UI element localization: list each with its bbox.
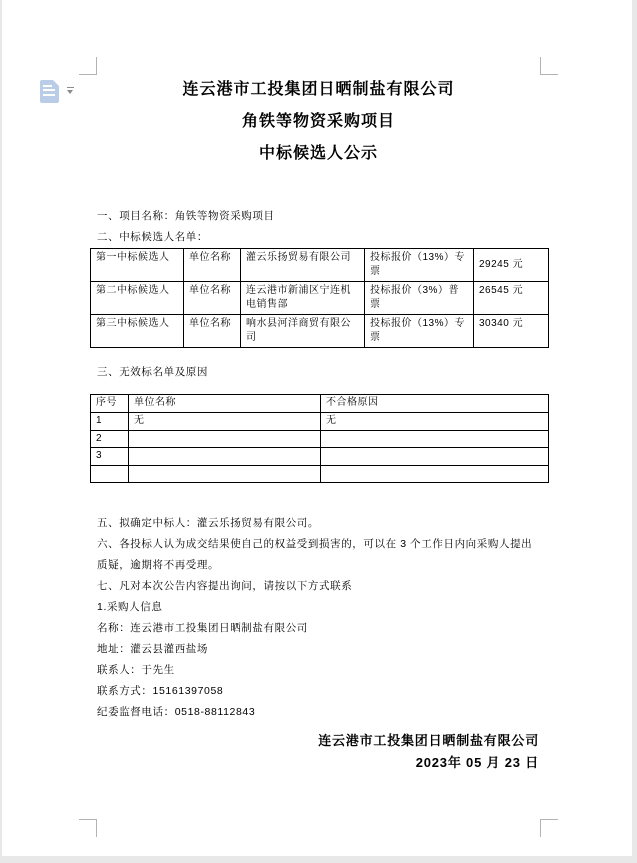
table-row: [91, 282, 549, 315]
company-cell: 灌云乐扬贸易有限公司: [241, 249, 365, 282]
purchaser-phone-line: 联系方式：15161397058: [97, 685, 224, 697]
label-cell: 单位名称: [184, 282, 241, 315]
document-body: [2, 0, 632, 774]
purchaser-info-heading: 1.采购人信息: [97, 601, 163, 613]
purchaser-name-line: 名称：连云港市工投集团日晒制盐有限公司: [97, 622, 308, 634]
candidates-table: [90, 248, 549, 348]
section-candidate-list-label: 二、中标候选人名单：: [97, 231, 208, 243]
quote-cell: 投标报价（13%）专票: [365, 315, 474, 348]
header-cell-company: 单位名称: [129, 395, 321, 413]
table-row: [91, 465, 549, 483]
company-cell: [129, 448, 321, 466]
margin-crop-mark-bottom-right: [540, 819, 558, 837]
section-invalid-bids: 三、无效标名单及原因: [97, 366, 208, 378]
section-objection-notice: 六、各投标人认为成交结果使自己的权益受到损害的，可以在 3 个工作日内向采购人提出质疑，逾期将不再受理。: [97, 538, 533, 571]
index-cell: [91, 465, 129, 483]
reason-cell: 无: [321, 413, 549, 431]
header-cell-index: 序号: [91, 395, 129, 413]
table-row: [91, 315, 549, 348]
purchaser-contact-line: 联系人：于先生: [97, 664, 175, 676]
purchaser-address-line: 地址：灌云县灌西盐场: [97, 643, 208, 655]
table-row: [91, 413, 549, 431]
signature-date: 2023年 05 月 23 日: [415, 755, 539, 770]
company-cell: [129, 430, 321, 448]
quote-cell: 投标报价（3%）普票: [365, 282, 474, 315]
table-row: [91, 430, 549, 448]
table-row: [91, 249, 549, 282]
company-cell: [129, 465, 321, 483]
section-proposed-winner: 五、拟确定中标人：灌云乐扬贸易有限公司。: [97, 517, 319, 529]
section-project-name: 一、项目名称：角铁等物资采购项目: [97, 210, 275, 222]
rank-cell: 第二中标候选人: [91, 282, 184, 315]
margin-crop-mark-bottom-left: [79, 819, 97, 837]
company-cell: 无: [129, 413, 321, 431]
label-cell: 单位名称: [184, 249, 241, 282]
header-cell-reason: 不合格原因: [321, 395, 549, 413]
reason-cell: [321, 448, 549, 466]
table-row: [91, 448, 549, 466]
index-cell: 1: [91, 413, 129, 431]
quote-cell: 投标报价（13%）专票: [365, 249, 474, 282]
signature-company: 连云港市工投集团日晒制盐有限公司: [318, 733, 539, 748]
section-contact-instruction: 七、凡对本次公告内容提出询问，请按以下方式联系: [97, 580, 353, 592]
company-cell: 响水县河洋商贸有限公司: [241, 315, 365, 348]
title-announcement: 中标候选人公示: [258, 145, 378, 162]
price-cell: 26545 元: [474, 282, 549, 315]
company-cell: 连云港市新浦区宁连机电销售部: [241, 282, 365, 315]
rank-cell: 第三中标候选人: [91, 315, 184, 348]
table-header-row: [91, 395, 549, 413]
price-cell: 29245 元: [474, 249, 549, 282]
invalid-bids-table: [90, 394, 549, 483]
label-cell: 单位名称: [184, 315, 241, 348]
reason-cell: [321, 465, 549, 483]
index-cell: 3: [91, 448, 129, 466]
title-project: 角铁等物资采购项目: [241, 113, 395, 130]
rank-cell: 第一中标候选人: [91, 249, 184, 282]
reason-cell: [321, 430, 549, 448]
document-page: [2, 0, 632, 856]
price-cell: 30340 元: [474, 315, 549, 348]
discipline-phone-line: 纪委监督电话：0518-88112843: [97, 706, 256, 718]
title-company: 连云港市工投集团日晒制盐有限公司: [182, 81, 455, 98]
index-cell: 2: [91, 430, 129, 448]
